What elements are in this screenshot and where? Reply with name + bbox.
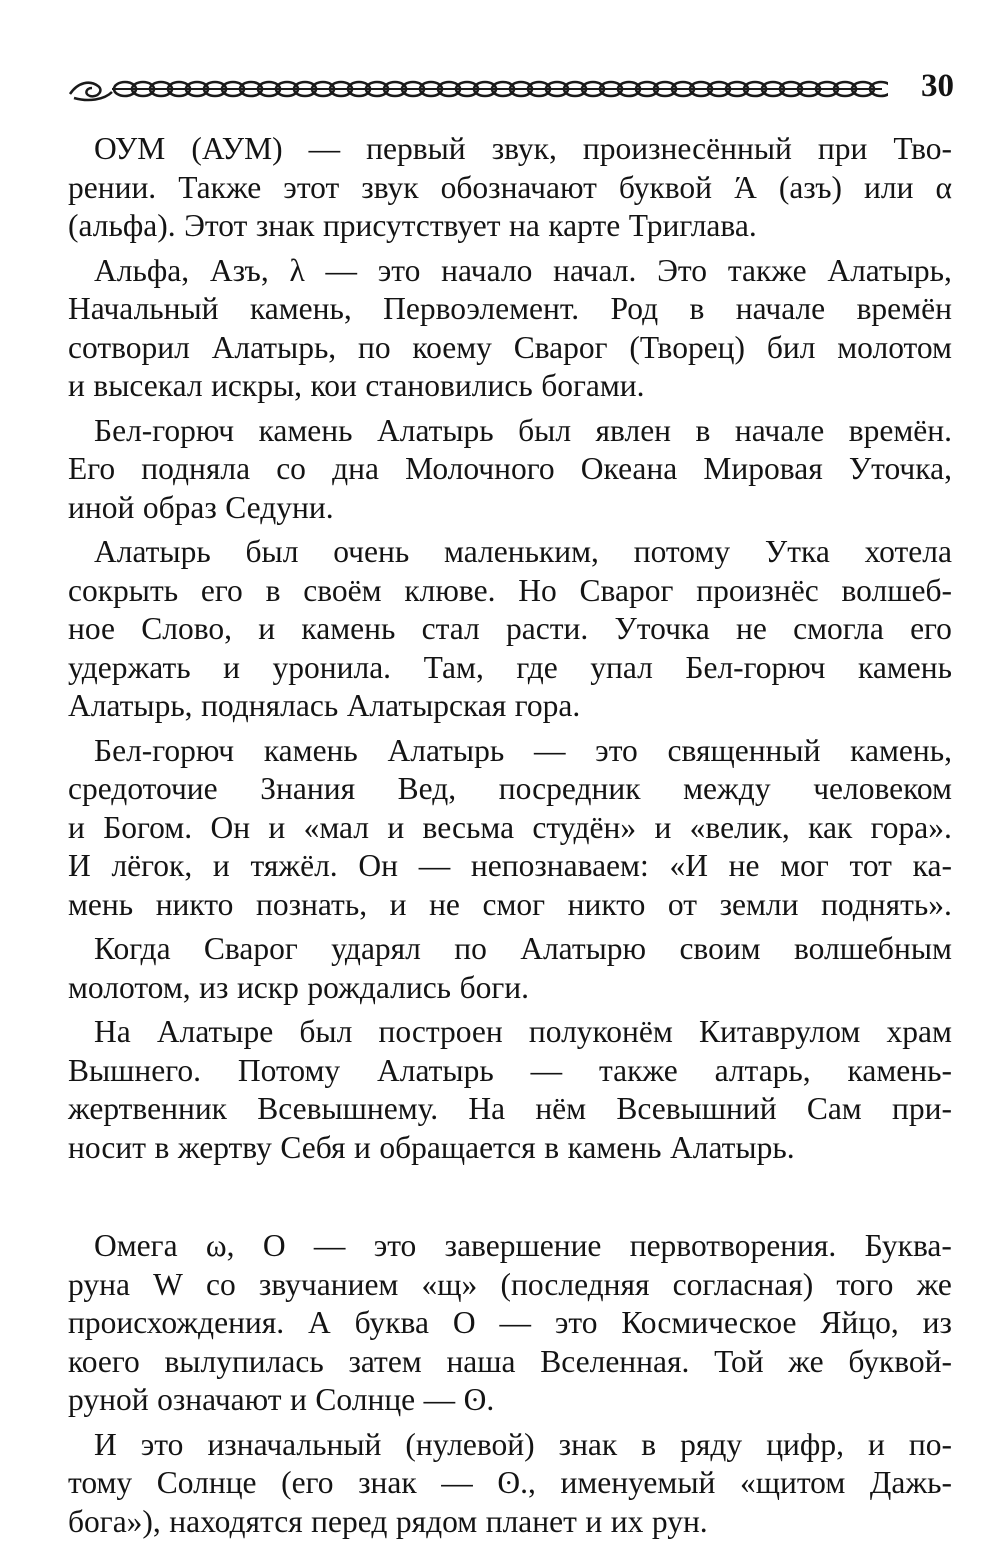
text-line: носит в жертву Себя и обращается в камень Алатырь. bbox=[68, 1129, 795, 1165]
page-number: 30 bbox=[921, 68, 954, 104]
text-line: иной образ Седуни. bbox=[68, 489, 334, 525]
text-line: И это изначальный (нулевой) знак в ряду цифр, и по- bbox=[94, 1426, 952, 1462]
body-text bbox=[68, 130, 952, 1541]
text-line: и высекал искры, кои становились богами. bbox=[68, 368, 645, 403]
text-line: бога»), находятся перед рядом планет и их рун. bbox=[68, 1503, 708, 1539]
text-line: И лёгок, и тяжёл. Он — непознаваем: «И не мог тот ка- bbox=[68, 848, 952, 883]
text-line: Начальный камень, Первоэлемент. Род в начале времён bbox=[68, 291, 952, 326]
text-line: ОУМ (АУМ) — первый звук, произнесённый при Тво- bbox=[94, 131, 952, 166]
text-line: коего вылупилась затем наша Вселенная. Той же буквой- bbox=[68, 1343, 952, 1379]
text-line: Алатырь, поднялась Алатырская гора. bbox=[68, 688, 581, 723]
text-line: Омега ω, О — это завершение первотворения. Буква- bbox=[94, 1228, 952, 1263]
text-line: происхождения. А буква О — это Космическое Яйцо, из bbox=[68, 1305, 952, 1340]
text-line: тому Солнце (его знак — ʘ., именуемый «щитом Дажь- bbox=[68, 1465, 952, 1500]
text-line: Бел-горюч камень Алатырь — это священный камень, bbox=[94, 732, 952, 768]
text-line: рении. Также этот звук обозначают буквой Ά (азъ) или α bbox=[68, 169, 952, 205]
text-line: средоточие Знания Вед, посредник между человеком bbox=[68, 771, 952, 806]
text-line: ное Слово, и камень стал расти. Уточка не смогла его bbox=[68, 611, 952, 646]
text-line: руной означают и Солнце — ʘ. bbox=[68, 1382, 495, 1417]
paragraph-8 bbox=[68, 1227, 952, 1420]
text-line: На Алатыре был построен полуконём Китаврулом храм bbox=[94, 1014, 952, 1049]
text-line: Бел-горюч камень Алатырь был явлен в начале времён. bbox=[94, 412, 952, 448]
text-line: Вышнего. Потому Алатырь — также алтарь, камень- bbox=[68, 1052, 952, 1088]
paragraph-9 bbox=[68, 1426, 952, 1542]
paragraph-5 bbox=[68, 732, 952, 925]
paragraph-7 bbox=[68, 1013, 952, 1167]
text-line: Его подняла со дна Молочного Океана Мировая Уточка, bbox=[68, 451, 952, 486]
text-line: сотворил Алатырь, по коему Сварог (Творец) бил молотом bbox=[68, 329, 952, 365]
text-line: жертвенник Всевышнему. На нём Всевышний Сам при- bbox=[68, 1091, 952, 1126]
paragraph-4 bbox=[68, 533, 952, 726]
text-line: сокрыть его в своём клюве. Но Сварог произнёс волшеб- bbox=[68, 572, 952, 608]
text-line: молотом, из искр рождались боги. bbox=[68, 969, 529, 1005]
text-line: Альфа, Азъ, λ — это начало начал. Это также Алатырь, bbox=[94, 252, 952, 288]
decorative-ornament-icon bbox=[68, 72, 888, 106]
text-line: и Богом. Он и «мал и весьма студён» и «велик, как гора». bbox=[68, 809, 952, 845]
text-line: руна W со звучанием «щ» (последняя согласная) того же bbox=[68, 1266, 952, 1302]
paragraph-2 bbox=[68, 252, 952, 406]
paragraph-3 bbox=[68, 412, 952, 528]
text-line: (альфа). Этот знак присутствует на карте Триглава. bbox=[68, 208, 757, 243]
text-line: Когда Сварог ударял по Алатырю своим волшебным bbox=[94, 931, 952, 966]
text-line: Алатырь был очень маленьким, потому Утка хотела bbox=[94, 534, 952, 569]
page-header bbox=[68, 66, 958, 106]
text-line: мень никто познать, и не смог никто от земли поднять». bbox=[68, 886, 952, 922]
paragraph-1 bbox=[68, 130, 952, 246]
text-line: удержать и уронила. Там, где упал Бел-горюч камень bbox=[68, 649, 952, 685]
paragraph-6 bbox=[68, 930, 952, 1007]
